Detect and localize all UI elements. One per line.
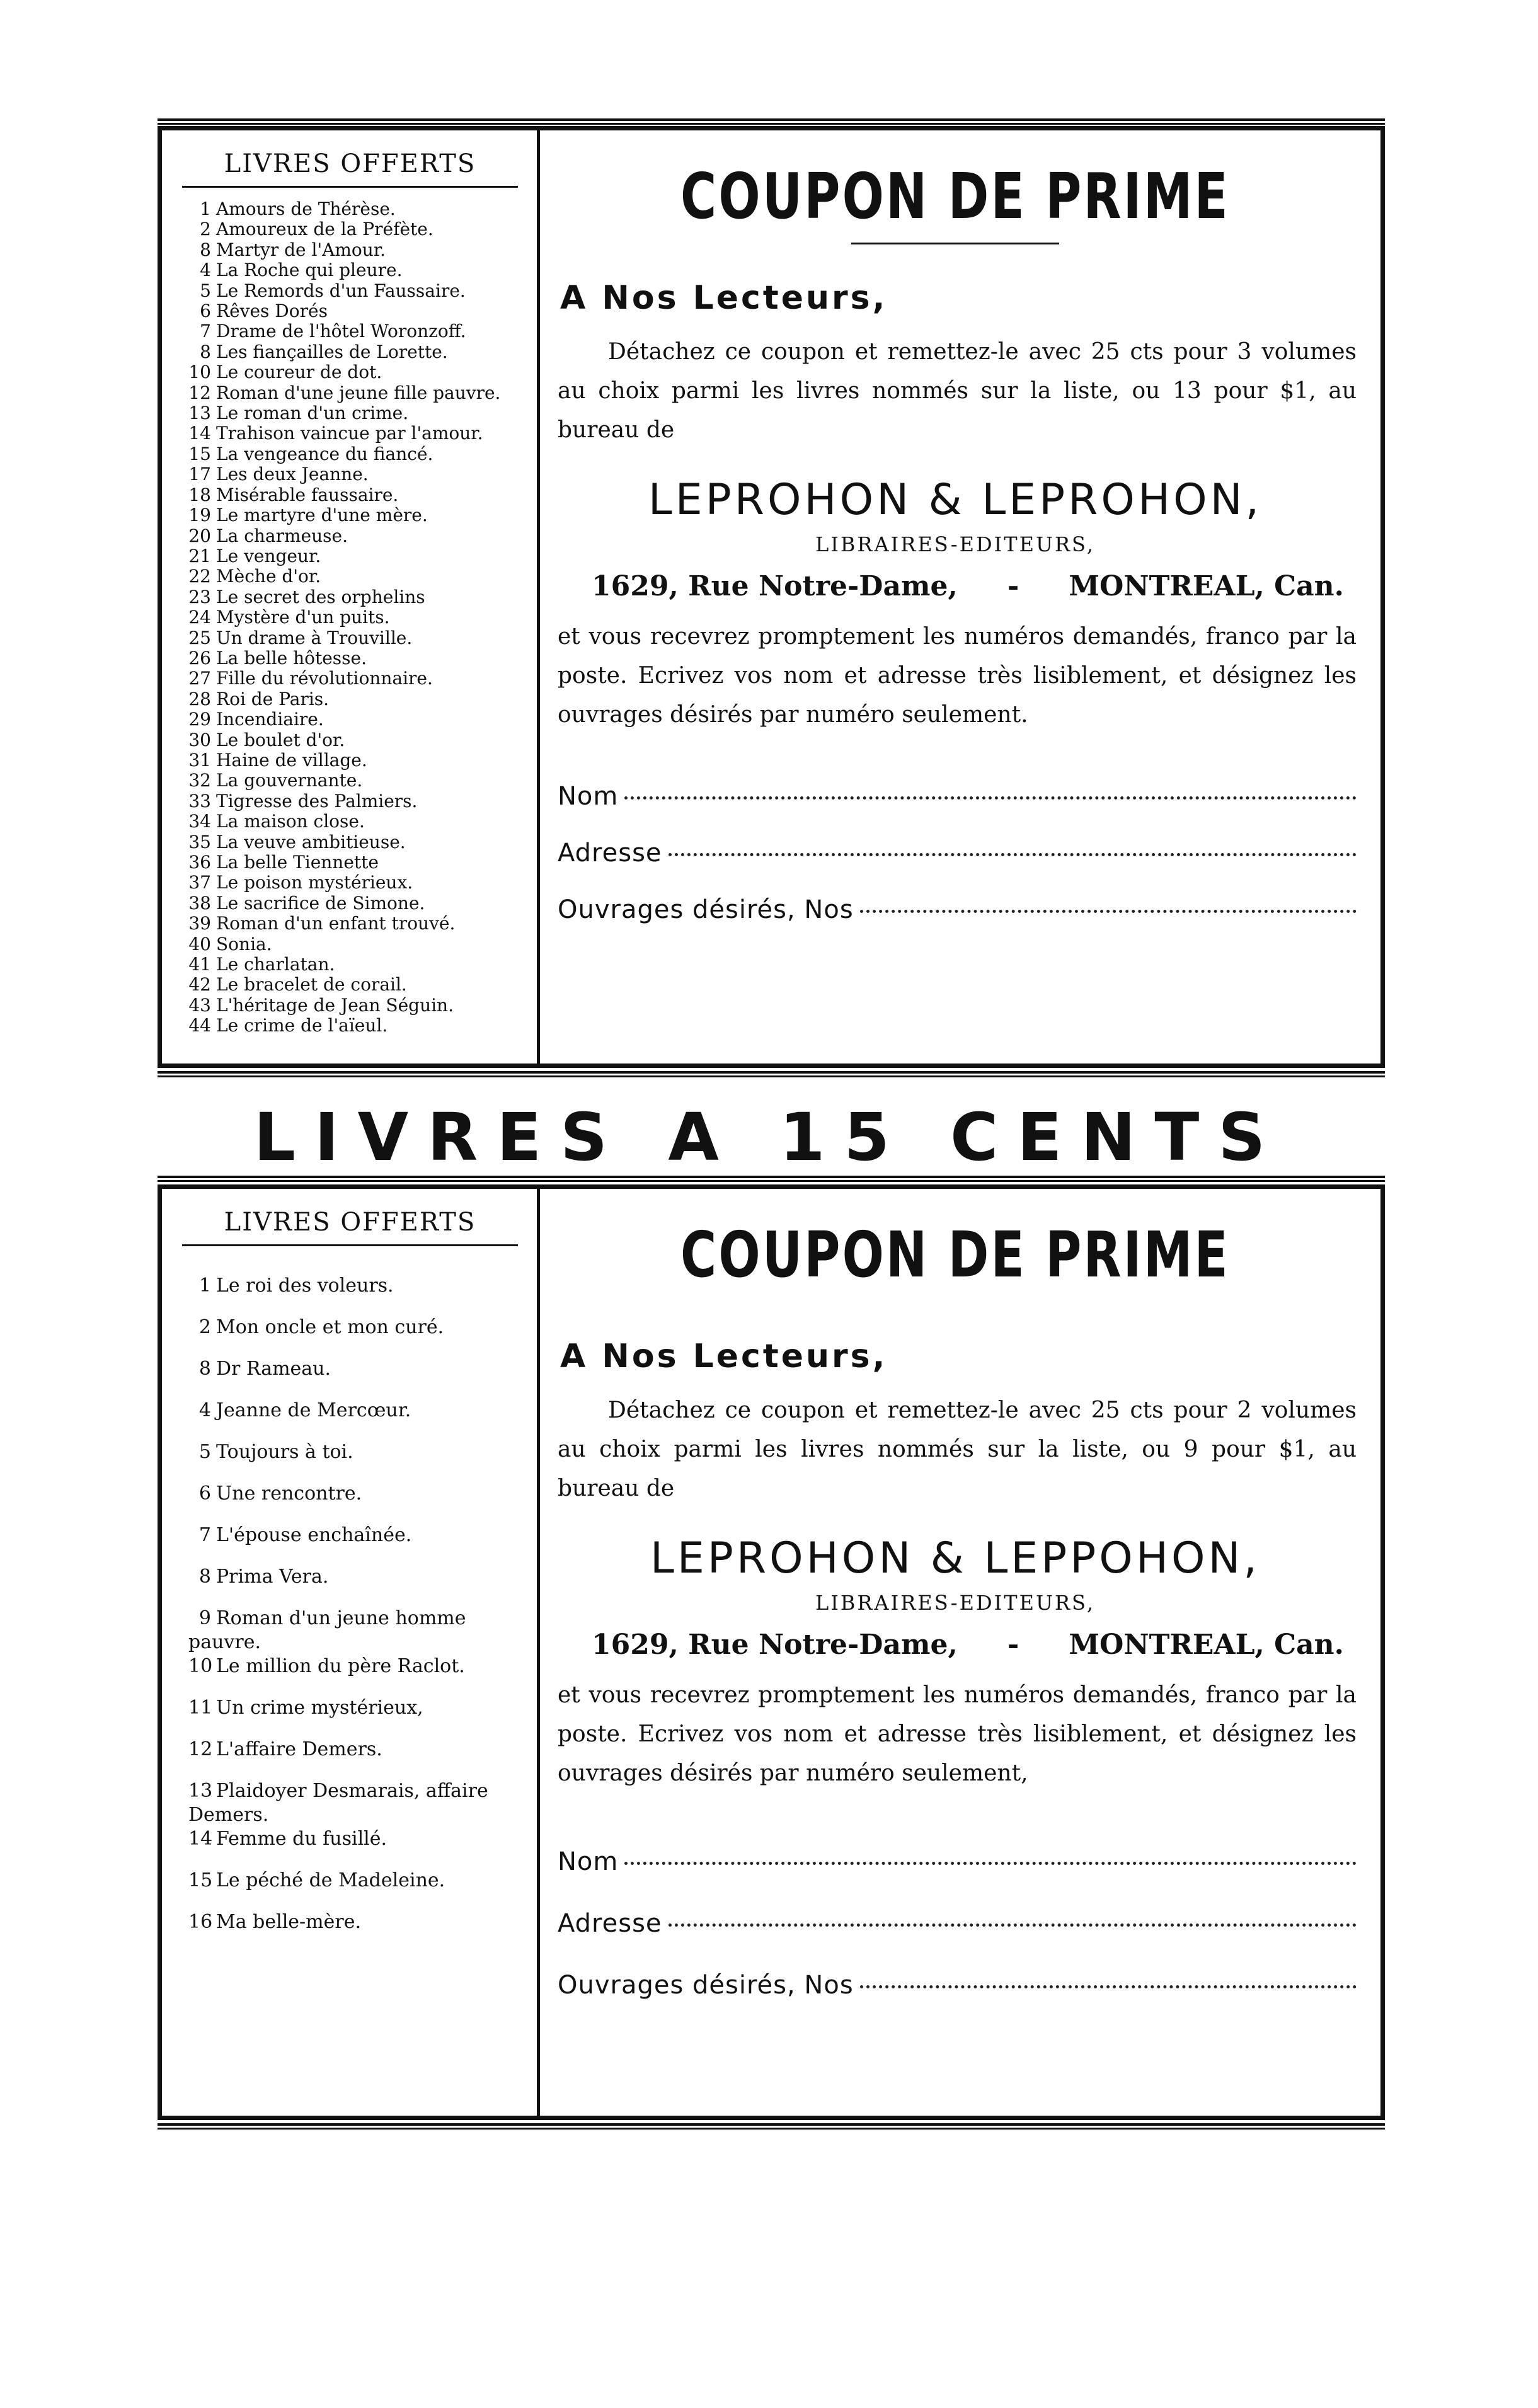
adresse-blank[interactable] xyxy=(669,853,1357,856)
book-title: La gouvernante. xyxy=(216,770,363,791)
book-number: 35 xyxy=(188,831,211,852)
book-number: 36 xyxy=(188,852,211,873)
book-number: 7 xyxy=(198,1524,211,1546)
book-item xyxy=(188,342,525,362)
book-number: 22 xyxy=(188,566,211,587)
books-list-panel xyxy=(162,1189,540,2116)
book-number: 44 xyxy=(188,1015,211,1036)
book-item xyxy=(188,260,525,280)
book-title: Le bracelet de corail. xyxy=(216,974,407,995)
book-title: Le Remords d'un Faussaire. xyxy=(216,280,466,301)
book-number: 23 xyxy=(188,586,211,607)
book-title: Toujours à toi. xyxy=(216,1441,353,1463)
ouvrages-blank[interactable] xyxy=(860,910,1357,913)
book-title: La belle Tiennette xyxy=(216,852,379,873)
book-item xyxy=(188,1779,525,1827)
book-number: 5 xyxy=(200,280,211,301)
book-item xyxy=(188,771,525,791)
book-title: Le roi des voleurs. xyxy=(216,1275,394,1297)
book-number: 41 xyxy=(188,954,211,975)
book-title: Mon oncle et mon curé. xyxy=(216,1316,444,1338)
mid-rule-1 xyxy=(158,1071,1385,1077)
coupon-title: COUPON DE PRIME xyxy=(680,159,1230,233)
book-item xyxy=(188,240,525,260)
books-list xyxy=(175,1274,525,1952)
book-item xyxy=(188,546,525,566)
books-list-title: LIVRES OFFERTS xyxy=(182,1208,518,1246)
book-title: L'épouse enchaînée. xyxy=(216,1524,412,1546)
book-item xyxy=(188,791,525,811)
book-number: 1 xyxy=(200,198,211,219)
book-item xyxy=(188,893,525,914)
book-title: Jeanne de Mercœur. xyxy=(216,1399,411,1421)
book-item xyxy=(188,383,525,403)
book-item xyxy=(188,995,525,1016)
book-number: 43 xyxy=(188,994,211,1016)
book-item xyxy=(188,281,525,301)
instructions-text: Détachez ce coupon et remettez-le avec 25 cts pour 2 volumes au choix parmi les livres nommés sur la liste, ou 9 pour $1, au bureau de xyxy=(558,1397,1357,1501)
nom-blank[interactable] xyxy=(624,796,1357,800)
book-item xyxy=(188,1274,525,1316)
book-item xyxy=(188,750,525,771)
book-item xyxy=(188,1316,525,1357)
firm-address xyxy=(592,570,1344,602)
book-number: 6 xyxy=(200,301,211,322)
adresse-label: Adresse xyxy=(558,1909,662,1938)
book-item xyxy=(188,1696,525,1738)
book-title: Incendiaire. xyxy=(216,709,324,730)
coupon-body xyxy=(540,130,1380,1064)
book-item xyxy=(188,444,525,464)
books-list-title: LIVRES OFFERTS xyxy=(182,149,518,188)
coupon-body xyxy=(540,1189,1380,2116)
book-number: 8 xyxy=(198,1358,211,1380)
book-item xyxy=(188,423,525,444)
book-number: 1 xyxy=(198,1275,211,1297)
book-item xyxy=(188,1482,525,1523)
book-number: 26 xyxy=(188,647,211,668)
book-title: Le péché de Madeleine. xyxy=(216,1869,445,1891)
book-item xyxy=(188,464,525,484)
book-item xyxy=(188,505,525,525)
book-number: 25 xyxy=(188,627,211,648)
top-rule xyxy=(158,118,1385,125)
book-title: Trahison vaincue par l'amour. xyxy=(216,423,483,444)
book-item xyxy=(188,914,525,934)
adresse-blank[interactable] xyxy=(669,1924,1357,1927)
address-dash: - xyxy=(1007,1629,1019,1661)
book-number: 5 xyxy=(198,1441,211,1463)
book-title: Roman d'un enfant trouvé. xyxy=(216,913,456,934)
book-number: 24 xyxy=(188,607,211,628)
readers-greeting: A Nos Lecteurs, xyxy=(560,279,888,317)
book-number: 40 xyxy=(188,933,211,955)
address-street: 1629, Rue Notre-Dame, xyxy=(592,570,958,602)
firm-name: LEPROHON & LEPPOHON, xyxy=(650,1534,1260,1583)
book-item xyxy=(188,1869,525,1910)
book-item xyxy=(188,607,525,628)
instructions-paragraph xyxy=(558,333,1357,450)
book-title: Roman d'une jeune fille pauvre. xyxy=(216,382,501,403)
book-title: Le million du père Raclot. xyxy=(216,1655,465,1677)
book-title: Un crime mystérieux, xyxy=(216,1697,423,1719)
adresse-field[interactable] xyxy=(558,1909,1357,1938)
book-title: Prima Vera. xyxy=(216,1566,329,1588)
book-title: Les deux Jeanne. xyxy=(216,464,369,485)
book-title: Le poison mystérieux. xyxy=(216,872,413,893)
adresse-field[interactable] xyxy=(558,839,1357,868)
mid-rule-2 xyxy=(158,1176,1385,1182)
book-number: 12 xyxy=(188,1738,213,1760)
instructions-text: Détachez ce coupon et remettez-le avec 25 cts pour 3 volumes au choix parmi les livres nommés sur la liste, ou 13 pour $1, au bureau de xyxy=(558,339,1357,443)
book-number: 13 xyxy=(188,403,211,424)
book-title: Mèche d'or. xyxy=(216,566,321,587)
book-item xyxy=(188,975,525,995)
books-list xyxy=(175,199,525,1036)
book-title: La Roche qui pleure. xyxy=(216,260,403,281)
book-title: La veuve ambitieuse. xyxy=(216,831,406,852)
book-number: 27 xyxy=(188,668,211,689)
address-dash: - xyxy=(1007,570,1019,602)
book-number: 16 xyxy=(188,1911,213,1933)
book-number: 32 xyxy=(188,770,211,791)
book-item xyxy=(188,526,525,546)
ouvrages-label: Ouvrages désirés, Nos xyxy=(558,1971,854,2000)
book-title: Une rencontre. xyxy=(216,1482,362,1505)
book-number: 17 xyxy=(188,464,211,485)
book-title: La maison close. xyxy=(216,811,365,832)
instructions-paragraph xyxy=(558,1391,1357,1508)
book-title: Le vengeur. xyxy=(216,545,321,566)
ouvrages-blank[interactable] xyxy=(860,1985,1357,1988)
book-item xyxy=(188,1399,525,1440)
readers-greeting: A Nos Lecteurs, xyxy=(560,1338,888,1375)
book-number: 18 xyxy=(188,484,211,505)
book-title: Le coureur de dot. xyxy=(216,362,382,383)
book-number: 39 xyxy=(188,913,211,934)
ouvrages-label: Ouvrages désirés, Nos xyxy=(558,895,854,924)
book-item xyxy=(188,628,525,648)
nom-blank[interactable] xyxy=(624,1862,1357,1865)
nom-label: Nom xyxy=(558,1847,619,1876)
ouvrages-field[interactable] xyxy=(558,895,1357,924)
address-city: MONTREAL, Can. xyxy=(1069,570,1344,602)
book-title: Plaidoyer Desmarais, affaire Demers. xyxy=(188,1780,488,1826)
nom-field[interactable] xyxy=(558,782,1357,811)
book-title: Tigresse des Palmiers. xyxy=(216,790,418,811)
book-title: Haine de village. xyxy=(216,749,367,771)
coupon-prime-1 xyxy=(158,126,1385,1068)
book-number: 15 xyxy=(188,443,211,464)
book-number: 33 xyxy=(188,790,211,811)
book-item xyxy=(188,1827,525,1869)
book-title: La charmeuse. xyxy=(216,525,348,546)
book-item xyxy=(188,1016,525,1036)
ouvrages-field[interactable] xyxy=(558,1971,1357,2000)
book-number: 10 xyxy=(188,1655,213,1677)
book-item xyxy=(188,1440,525,1482)
book-number: 28 xyxy=(188,688,211,709)
book-item xyxy=(188,1654,525,1696)
book-number: 14 xyxy=(188,1828,213,1850)
firm-role: LIBRAIRES-EDITEURS, xyxy=(815,1591,1095,1615)
book-number: 42 xyxy=(188,974,211,995)
book-item xyxy=(188,1357,525,1399)
book-item xyxy=(188,811,525,832)
books-list-panel xyxy=(162,130,540,1064)
firm-address xyxy=(592,1629,1344,1661)
book-title: Roi de Paris. xyxy=(216,688,330,709)
book-number: 8 xyxy=(200,239,211,260)
book-title: Sonia. xyxy=(216,933,272,955)
book-number: 15 xyxy=(188,1869,213,1891)
book-number: 20 xyxy=(188,525,211,546)
book-item xyxy=(188,852,525,873)
book-number: 37 xyxy=(188,872,211,893)
book-item xyxy=(188,1910,525,1952)
book-number: 11 xyxy=(188,1697,213,1719)
bottom-rule xyxy=(158,2123,1385,2130)
book-item xyxy=(188,566,525,587)
book-title: Femme du fusillé. xyxy=(216,1828,387,1850)
book-item xyxy=(188,955,525,975)
adresse-label: Adresse xyxy=(558,839,662,868)
book-item xyxy=(188,1738,525,1779)
book-title: Les fiançailles de Lorette. xyxy=(216,341,448,362)
book-title: Ma belle-mère. xyxy=(216,1911,362,1933)
book-item xyxy=(188,730,525,750)
book-title: Un drame à Trouville. xyxy=(216,627,413,648)
book-number: 31 xyxy=(188,749,211,771)
book-number: 9 xyxy=(198,1607,211,1629)
book-title: Misérable faussaire. xyxy=(216,484,399,505)
book-item xyxy=(188,689,525,709)
delivery-paragraph: et vous recevrez promptement les numéros demandés, franco par la poste. Ecrivez vos nom et adresse très lisiblement, et désignez les ouvrages désirés par numéro seulement, xyxy=(558,1682,1357,1786)
book-number: 2 xyxy=(198,1316,211,1338)
book-title: L'héritage de Jean Séguin. xyxy=(216,994,454,1016)
book-title: La vengeance du fiancé. xyxy=(216,443,433,464)
book-title: Amours de Thérèse. xyxy=(216,198,396,219)
nom-label: Nom xyxy=(558,782,619,811)
book-number: 8 xyxy=(198,1566,211,1588)
book-title: Martyr de l'Amour. xyxy=(216,239,386,260)
firm-role: LIBRAIRES-EDITEURS, xyxy=(815,532,1095,556)
book-item xyxy=(188,485,525,505)
book-title: L'affaire Demers. xyxy=(216,1738,382,1760)
book-number: 12 xyxy=(188,382,211,403)
book-number: 4 xyxy=(200,260,211,281)
book-item xyxy=(188,648,525,668)
book-title: Le secret des orphelins xyxy=(216,586,425,607)
address-city: MONTREAL, Can. xyxy=(1069,1629,1344,1661)
book-number: 21 xyxy=(188,545,211,566)
book-title: Le charlatan. xyxy=(216,954,335,975)
book-title: Amoureux de la Préfète. xyxy=(216,219,433,240)
book-title: La belle hôtesse. xyxy=(216,647,367,668)
address-street: 1629, Rue Notre-Dame, xyxy=(592,1629,958,1661)
coupon-title: COUPON DE PRIME xyxy=(680,1218,1230,1292)
book-title: Drame de l'hôtel Woronzoff. xyxy=(216,321,466,342)
book-title: Rêves Dorés xyxy=(216,301,328,322)
banner-heading: LIVRES A 15 CENTS xyxy=(253,1099,1285,1176)
book-item xyxy=(188,362,525,382)
book-title: Le martyre d'une mère. xyxy=(216,505,428,526)
title-rule xyxy=(851,243,1059,244)
book-number: 14 xyxy=(188,423,211,444)
book-item xyxy=(188,403,525,423)
book-number: 4 xyxy=(198,1399,211,1421)
firm-name: LEPROHON & LEPROHON, xyxy=(648,475,1263,525)
book-item xyxy=(188,301,525,321)
book-item xyxy=(188,199,525,219)
book-item xyxy=(188,668,525,689)
book-item xyxy=(188,934,525,955)
coupon-prime-2 xyxy=(158,1184,1385,2120)
book-title: Le crime de l'aïeul. xyxy=(216,1015,388,1036)
book-title: Le sacrifice de Simone. xyxy=(216,892,425,914)
book-title: Roman d'un jeune homme pauvre. xyxy=(188,1607,466,1653)
book-item xyxy=(188,219,525,239)
book-number: 13 xyxy=(188,1780,213,1802)
book-item xyxy=(188,587,525,607)
book-number: 30 xyxy=(188,729,211,750)
book-item xyxy=(188,321,525,341)
book-item xyxy=(188,832,525,852)
book-number: 34 xyxy=(188,811,211,832)
book-title: Le boulet d'or. xyxy=(216,729,345,750)
book-item xyxy=(188,873,525,893)
book-title: Le roman d'un crime. xyxy=(216,403,409,424)
book-title: Fille du révolutionnaire. xyxy=(216,668,433,689)
delivery-paragraph: et vous recevrez promptement les numéros demandés, franco par la poste. Ecrivez vos nom et adresse très lisiblement, et désignez les ouvrages désirés par numéro seulement. xyxy=(558,624,1357,728)
book-title: Dr Rameau. xyxy=(216,1358,331,1380)
book-number: 7 xyxy=(200,321,211,342)
book-number: 8 xyxy=(200,341,211,362)
book-number: 10 xyxy=(188,362,211,383)
book-title: Mystère d'un puits. xyxy=(216,607,390,628)
book-item xyxy=(188,709,525,730)
nom-field[interactable] xyxy=(558,1847,1357,1876)
book-item xyxy=(188,1607,525,1654)
book-number: 29 xyxy=(188,709,211,730)
book-number: 19 xyxy=(188,505,211,526)
book-item xyxy=(188,1523,525,1565)
book-item xyxy=(188,1565,525,1607)
book-number: 38 xyxy=(188,892,211,914)
book-number: 2 xyxy=(200,219,211,240)
book-number: 6 xyxy=(198,1482,211,1505)
